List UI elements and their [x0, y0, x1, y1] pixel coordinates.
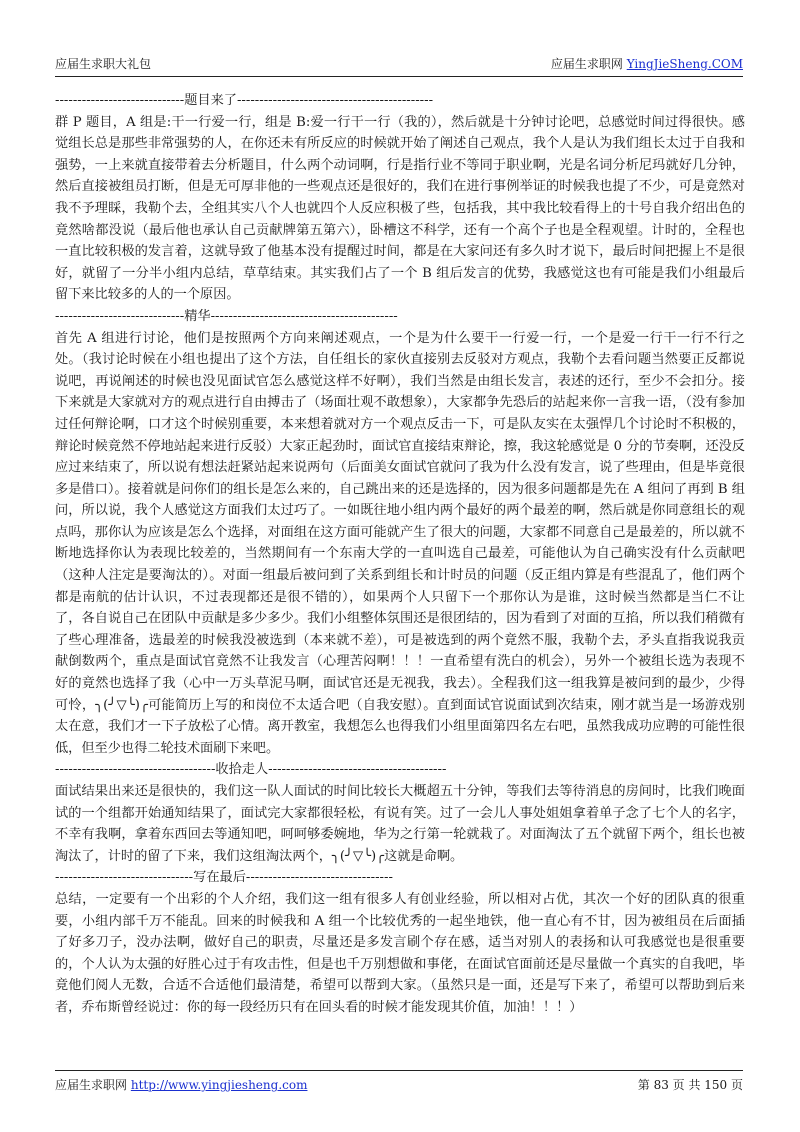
paragraph-result: 面试结果出来还是很快的，我们这一队人面试的时间比较长大概超五十分钟，等我们去等待消息的房间时，比我们晚面试的一个组都开始通知结果了，面试完大家都很轻松，有说有笑。过了一会儿人事处姐姐拿着单子念了七个人的名字，不幸有我啊，拿着东西回去等通知吧，呵呵够委婉地，华为之行第一轮就栽了。对面淘汰了五个就留下两个，组长也被淘汰了，计时的留了下来，我们这组淘汰两个，╮(╯▽╰)╭这就是命啊。 [55, 784, 745, 864]
paragraph-summary: 总结，一定要有一个出彩的个人介绍，我们这一组有很多人有创业经验，所以相对占优，其次一个好的团队真的很重要，小组内部千万不能乱。回来的时候我和 A 组一个比较优秀的一起坐地铁，他一直心有不甘，因为被组员在后面插了好多刀子，没办法啊，做好自己的职责，尽量还是多发言刷个存在感，适当对别人的表扬和认可我感觉也是很重要的，个人认为太强的好胜心过于有攻击性，但是也千万别想做和事佬，在面试官面前还是尽量做一个真实的自我吧，毕竟他们阅人无数，合适不合适他们最清楚，希望可以帮到大家。（虽然只是一面，还是写下来了，希望可以帮助到后来者，乔布斯曾经说过：你的每一段经历只有在回头看的时候才能发现其价值，加油！！！） [55, 891, 745, 1015]
header-site-link[interactable]: YingJieSheng.COM [626, 57, 743, 71]
section-divider-topic: -----------------------------题目来了-------------------------------------------- [55, 93, 434, 108]
header-site-name: 应届生求职网 [550, 57, 623, 71]
footer-rule [55, 1070, 743, 1071]
header-site [551, 56, 743, 72]
page-number: 第 83 页 共 150 页 [637, 1078, 743, 1092]
section-divider-highlights: -----------------------------精华------------------------------------------ [55, 308, 398, 324]
footer-site [55, 1077, 307, 1093]
footer-url-link[interactable]: http://www.yingjiesheng.com [130, 1078, 308, 1092]
page-footer [55, 1077, 743, 1097]
section-divider-result: ------------------------------------收拾走人---------------------------------------- [55, 762, 447, 778]
page-header [55, 56, 743, 76]
article-body [55, 90, 745, 1019]
paragraph-topic: 群 P 题目，A 组是:干一行爱一行，组是 B:爱一行干一行（我的），然后就是十分钟讨论吧，总感觉时间过得很快。感觉组长总是那些非常强势的人，在你还未有所反应的时候就开始了阐述自己观点，我个人是认为我们组长太过于自我和强势，一上来就直接带着去分析题目，什么两个动词啊，行是指行业不等同于职业啊，光是名词分析尼玛就好几分钟，然后直接被组员打断，但是无可厚非他的一些观点还是很好的，我们在进行事例举证的时候我也提了不少，可是竟然对我不予理睬，我勒个去，全组其实八个人也就四个人反应积极了些，包括我，其中我比较看得上的十号自我介绍出色的竟然啥都没说（最后他也承认自己贡献牌第五第六），卧槽这不科学，还有一个高个子也是全程观望。计时的，全程也一直比较积极的发言着，这就导致了他基本没有提醒过时间，都是在大家问还有多久时才说下，最后时间把握上不是很好，就留了一分半小组内总结，草草结束。其实我们占了一个 B 组后发言的优势，我感觉这也有可能是我们小组最后留下来比较多的人的一个原因。 [55, 114, 745, 303]
header-title: 应届生求职大礼包 [55, 57, 152, 71]
header-rule [55, 76, 743, 77]
footer-site-name: 应届生求职网 [55, 1078, 128, 1092]
section-divider-summary: -------------------------------写在最后--------------------------------- [55, 870, 393, 886]
paragraph-highlights: 首先 A 组进行讨论，他们是按照两个方向来阐述观点，一个是为什么要干一行爱一行，一个是爱一行干一行不行之处。（我讨论时候在小组也提出了这个方法，自任组长的家伙直接别去反驳对方观点，我勒个去看问题当然要正反都说说吧，再说阐述的时候也没见面试官怎么感觉这样不好啊），我们当然是由组长发言，表述的还行，至少不会扣分。接下来就是大家就对方的观点进行自由搏击了（场面壮观不敢想象），大家都争先恐后的站起来你一言我一语，（没有参加过任何辩论啊，口才这个时候别重要，本来想着就对方一个观点反击一下，可是队友实在太强悍几个讨论时不积极的，辩论时候竟然不停地站起来进行反驳）大家正起劲时，面试官直接结束辩论，擦，我这轮感觉是 0 分的节奏啊，还没反应过来结束了，所以说有想法赶紧站起来说两句（后面美女面试官就问了我为什么没有发言，说了些理由，但是毕竟很多是借口）。接着就是问你们的组长是怎么来的，自己跳出来的还是选择的，因为很多问题都是先在 A 组问了再到 B 组问，所以说，我个人感觉这方面我们太过巧了。一如既往地小组内两个最好的两个最差的啊，然后就是你同意组长的观点吗，那你认为应该是怎么个选择，对面组在这方面可能就产生了很大的问题，大家都不同意自己是最差的，所以就不断地选择你认为表现比较差的，当然期间有一个东南大学的一直叫选自己最差，可能他认为自己确实没有什么贡献吧（这种人注定是要淘汰的）。对面一组最后被问到了关系到组长和计时员的问题（反正组内算是有些混乱了，他们两个都是南航的估计认识，不过表现都还是很不错的），如果两个人只留下一个那你认为是谁，这时候当然都是当仁不让了，各自说自己在团队中贡献是多少多少。我们小组整体氛围还是很团结的，因为看到了对面的互掐，所以我们稍微有了些心理准备，选最差的时候我没被选到（本来就不差），可是被选到的两个竟然不服，我勒个去，矛头直指我说我贡献倒数两个，重点是面试官竟然不让我发言（心理苦闷啊！！！一直希望有洗白的机会），另外一个被组长选为表现不好的竟然也选择了我（心中一万头草泥马啊，面试官还是无视我，我去）。全程我们这一组我算是被问到的最少，少得可怜，╮(╯▽╰)╭可能简历上写的和岗位不太适合吧（自我安慰）。直到面试官说面试到次结束，刚才就当是一场游戏别太在意，我们才一下子放松了心情。离开教室，我想怎么也得我们小组里面第四名左右吧，虽然我成功应聘的可能性很低，但至少也得二轮技术面刷下来吧。 [55, 330, 745, 756]
